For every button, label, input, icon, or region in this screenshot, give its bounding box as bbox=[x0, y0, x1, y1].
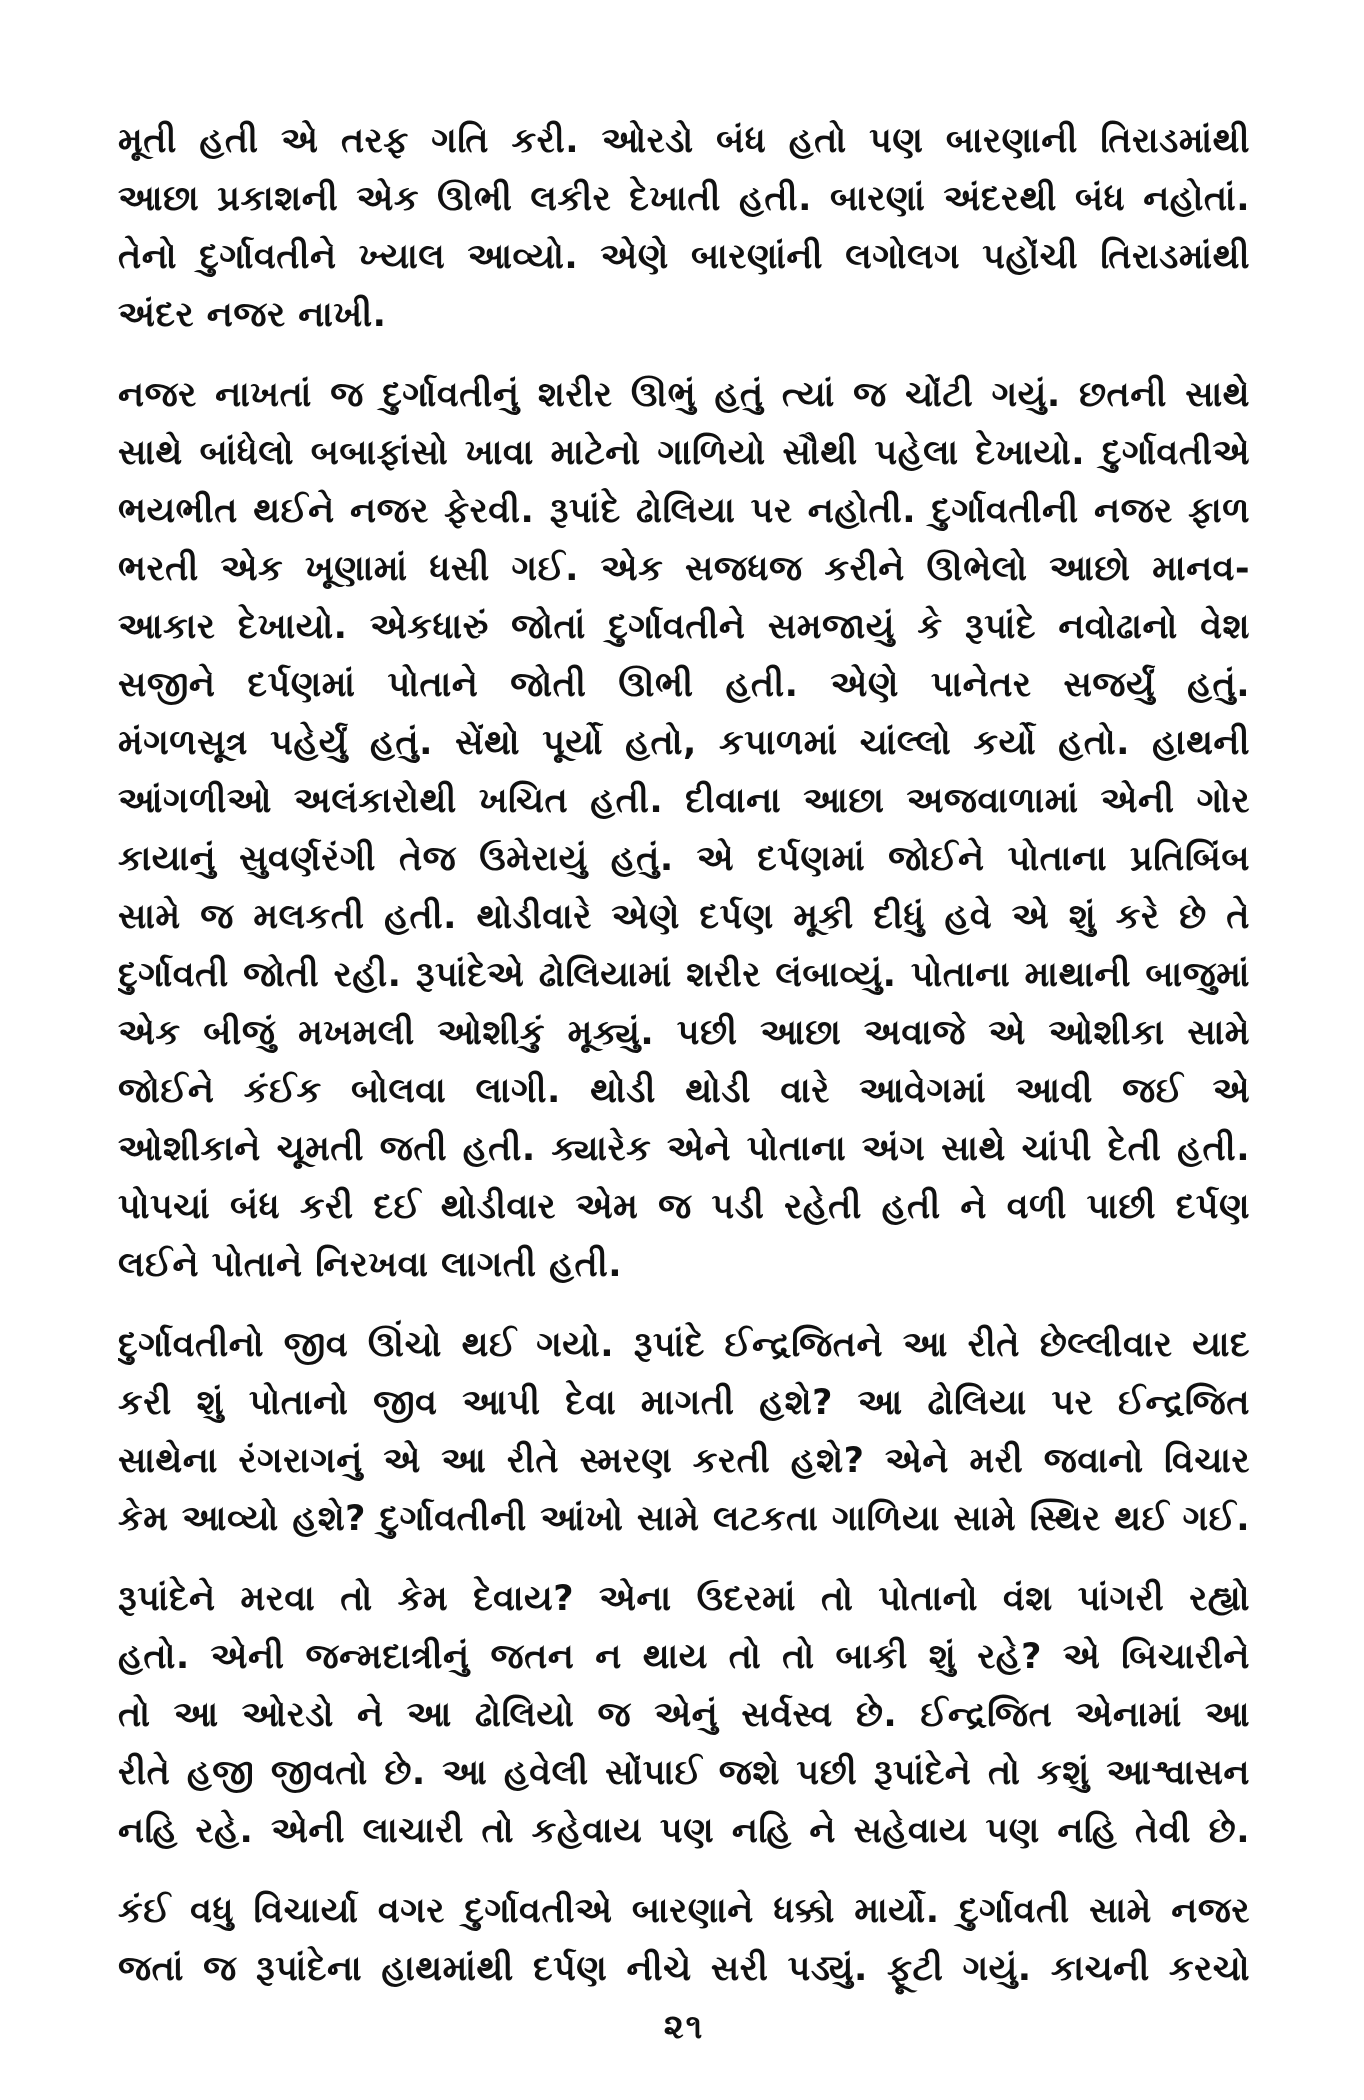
text-line: કેમ આવ્યો હશે? દુર્ગાવતીની આંખો સામે લટકતા ગાળિયા સામે સ્થિર થઈ ગઈ. bbox=[118, 1499, 1250, 1539]
text-line: એક બીજું મખમલી ઓશીકું મૂક્યું. પછી આછા અવાજે એ ઓશીકા સામે bbox=[118, 1013, 1250, 1053]
text-line: નહિ રહે. એની લાચારી તો કહેવાય પણ નહિ ને સહેવાય પણ નહિ તેવી છે. bbox=[118, 1811, 1250, 1851]
text-line: કાયાનું સુવર્ણરંગી તેજ ઉમેરાયું હતું. એ દર્પણમાં જોઈને પોતાના પ્રતિબિંબ bbox=[118, 839, 1250, 879]
text-line: મૂતી હતી એ તરફ ગતિ કરી. ઓરડો બંધ હતો પણ બારણાની તિરાડમાંથી bbox=[118, 121, 1250, 161]
text-line: ઓશીકાને ચૂમતી જતી હતી. ક્યારેક એને પોતાના અંગ સાથે ચાંપી દેતી હતી. bbox=[118, 1129, 1250, 1169]
text-line: તેનો દુર્ગાવતીને ખ્યાલ આવ્યો. એણે બારણાંની લગોલગ પહોંચી તિરાડમાંથી bbox=[118, 237, 1250, 277]
text-line: દુર્ગાવતી જોતી રહી. રૂપાંદેએ ઢોલિયામાં શરીર લંબાવ્યું. પોતાના માથાની બાજુમાં bbox=[118, 955, 1250, 995]
text-line: ભયભીત થઈને નજર ફેરવી. રૂપાંદે ઢોલિયા પર નહોતી. દુર્ગાવતીની નજર ફાળ bbox=[118, 491, 1250, 531]
text-line: સજીને દર્પણમાં પોતાને જોતી ઊભી હતી. એણે પાનેતર સજર્યું હતું. bbox=[118, 665, 1250, 705]
text-line: પોપચાં બંધ કરી દઈ થોડીવાર એમ જ પડી રહેતી હતી ને વળી પાછી દર્પણ bbox=[118, 1187, 1250, 1227]
text-line: સાથે બાંધેલો બબાફાંસો ખાવા માટેનો ગાળિયો સૌથી પહેલા દેખાયો. દુર્ગાવતીએ bbox=[118, 433, 1250, 473]
page-body bbox=[118, 112, 1250, 2047]
text-line: નજર નાખતાં જ દુર્ગાવતીનું શરીર ઊભું હતું ત્યાં જ ચોંટી ગયું. છતની સાથે bbox=[118, 375, 1250, 415]
text-line: રીતે હજી જીવતો છે. આ હવેલી સોંપાઈ જશે પછી રૂપાંદેને તો કશું આશ્વાસન bbox=[118, 1753, 1250, 1793]
text-line: જોઈને કંઈક બોલવા લાગી. થોડી થોડી વારે આવેગમાં આવી જઈ એ bbox=[118, 1071, 1250, 1111]
text-line: આંગળીઓ અલંકારોથી ખચિત હતી. દીવાના આછા અજવાળામાં એની ગોર bbox=[118, 781, 1250, 821]
text-line: દુર્ગાવતીનો જીવ ઊંચો થઈ ગયો. રૂપાંદે ઈન્દ્રજિતને આ રીતે છેલ્લીવાર યાદ bbox=[118, 1325, 1250, 1365]
text-line: રૂપાંદેને મરવા તો કેમ દેવાય? એના ઉદરમાં તો પોતાનો વંશ પાંગરી રહ્યો bbox=[118, 1579, 1250, 1619]
paragraph-2 bbox=[118, 366, 1250, 1294]
text-line: સામે જ મલકતી હતી. થોડીવારે એણે દર્પણ મૂકી દીધું હવે એ શું કરે છે તે bbox=[118, 897, 1250, 937]
text-line: કંઈ વધુ વિચાર્યા વગર દુર્ગાવતીએ બારણાને ધક્કો માર્યો. દુર્ગાવતી સામે નજર bbox=[118, 1891, 1250, 1931]
text-line: આછા પ્રકાશની એક ઊભી લકીર દેખાતી હતી. બારણાં અંદરથી બંધ નહોતાં. bbox=[118, 179, 1250, 219]
text-line: હતો. એની જન્મદાત્રીનું જતન ન થાય તો તો બાકી શું રહે? એ બિચારીને bbox=[118, 1637, 1250, 1677]
paragraph-5 bbox=[118, 1882, 1250, 1998]
text-line: મંગળસૂત્ર પહેર્યું હતું. સેંથો પૂર્યો હતો, કપાળમાં ચાંલ્લો કર્યો હતો. હાથની bbox=[118, 723, 1250, 763]
paragraph-3 bbox=[118, 1316, 1250, 1548]
text-line: આકાર દેખાયો. એકધારું જોતાં દુર્ગાવતીને સમજાયું કે રૂપાંદે નવોઢાનો વેશ bbox=[118, 607, 1250, 647]
paragraph-4 bbox=[118, 1570, 1250, 1860]
text-line: તો આ ઓરડો ને આ ઢોલિયો જ એનું સર્વસ્વ છે. ઈન્દ્રજિત એનામાં આ bbox=[118, 1695, 1250, 1735]
text-line: અંદર નજર નાખી. bbox=[118, 295, 387, 335]
text-line: લઈને પોતાને નિરખવા લાગતી હતી. bbox=[118, 1245, 623, 1285]
paragraph-1 bbox=[118, 112, 1250, 344]
text-line: સાથેના રંગરાગનું એ આ રીતે સ્મરણ કરતી હશે? એને મરી જવાનો વિચાર bbox=[118, 1441, 1250, 1481]
page-number: ૨૧ bbox=[663, 2007, 705, 2047]
text-line: જતાં જ રૂપાંદેના હાથમાંથી દર્પણ નીચે સરી પડ્યું. ફૂટી ગયું. કાચની કરચો bbox=[118, 1949, 1250, 1989]
text-line: ભરતી એક ખૂણામાં ધસી ગઈ. એક સજધજ કરીને ઊભેલો આછો માનવ- bbox=[118, 549, 1250, 589]
text-line: કરી શું પોતાનો જીવ આપી દેવા માગતી હશે? આ ઢોલિયા પર ઈન્દ્રજિત bbox=[118, 1383, 1250, 1423]
